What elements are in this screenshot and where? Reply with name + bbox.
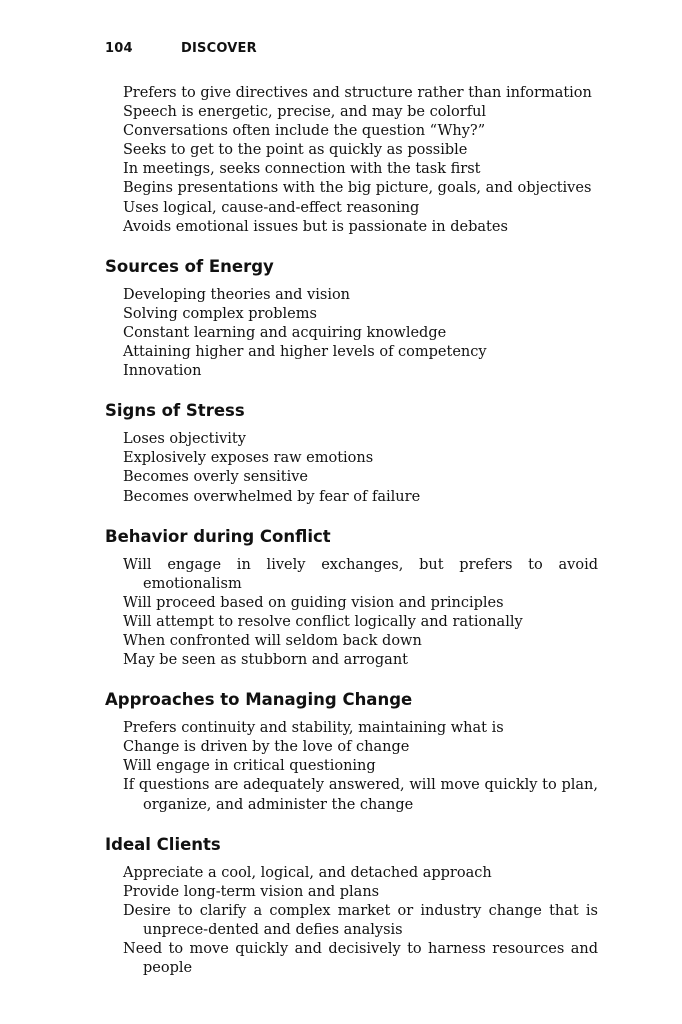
section-sources-of-energy bbox=[0, 256, 682, 381]
list-item: Developing theories and vision bbox=[123, 286, 351, 303]
intro-list bbox=[0, 84, 682, 237]
list-item: Becomes overly sensitive bbox=[123, 469, 309, 486]
list-item: Will engage in lively exchanges, but prefers to avoid emotionalism bbox=[123, 556, 598, 592]
list-item: Constant learning and acquiring knowledge bbox=[123, 324, 447, 341]
section-list bbox=[0, 286, 682, 381]
section-heading: Ideal Clients bbox=[105, 834, 221, 854]
section-signs-of-stress bbox=[0, 400, 682, 506]
list-item: Need to move quickly and decisively to harness resources and people bbox=[123, 941, 598, 977]
list-item: Uses logical, cause-and-effect reasoning bbox=[123, 199, 420, 216]
section-list bbox=[0, 719, 682, 814]
list-item: Appreciate a cool, logical, and detached approach bbox=[123, 864, 492, 881]
page-number: 104 bbox=[105, 41, 133, 56]
list-item: Conversations often include the question “Why?” bbox=[123, 123, 486, 140]
section-approaches-to-managing-change bbox=[0, 689, 682, 814]
list-item: Prefers to give directives and structure rather than information bbox=[123, 85, 592, 101]
section-heading: Approaches to Managing Change bbox=[105, 690, 413, 710]
list-item: Desire to clarify a complex market or industry change that is unprece-dented and defies analysis bbox=[123, 902, 598, 938]
list-item: Avoids emotional issues but is passionate in debates bbox=[123, 218, 508, 235]
list-item: Becomes overwhelmed by fear of failure bbox=[123, 488, 421, 505]
list-item: In meetings, seeks connection with the task first bbox=[123, 161, 481, 178]
list-item: Provide long-term vision and plans bbox=[123, 883, 380, 900]
list-item: Innovation bbox=[123, 363, 202, 380]
section-heading: Behavior during Conflict bbox=[105, 526, 331, 546]
list-item: Seeks to get to the point as quickly as possible bbox=[123, 142, 468, 159]
section-list bbox=[0, 864, 682, 979]
list-item: Change is driven by the love of change bbox=[123, 739, 410, 756]
list-item: Loses objectivity bbox=[123, 431, 246, 448]
list-item: May be seen as stubborn and arrogant bbox=[123, 652, 408, 669]
section-heading: Sources of Energy bbox=[105, 256, 274, 276]
section-ideal-clients bbox=[0, 834, 682, 979]
section-list bbox=[0, 556, 682, 671]
running-header bbox=[105, 41, 257, 56]
section-heading: Signs of Stress bbox=[105, 401, 245, 421]
list-item: If questions are adequately answered, will move quickly to plan, organize, and administer the change bbox=[123, 777, 598, 813]
list-item: Speech is energetic, precise, and may be colorful bbox=[123, 104, 487, 121]
list-item: When confronted will seldom back down bbox=[123, 632, 422, 649]
section-behavior-during-conflict bbox=[0, 526, 682, 671]
list-item: Begins presentations with the big picture, goals, and objectives bbox=[123, 180, 592, 197]
page-content bbox=[0, 84, 682, 978]
list-item: Will proceed based on guiding vision and principles bbox=[123, 594, 504, 611]
list-item: Will attempt to resolve conflict logically and rationally bbox=[123, 613, 523, 630]
list-item: Will engage in critical questioning bbox=[123, 758, 376, 775]
list-item: Solving complex problems bbox=[123, 305, 317, 322]
list-item: Explosively exposes raw emotions bbox=[123, 450, 374, 467]
list-item: Attaining higher and higher levels of competency bbox=[123, 344, 487, 361]
list-item: Prefers continuity and stability, maintaining what is bbox=[123, 720, 504, 737]
section-list bbox=[0, 430, 682, 506]
running-title: DISCOVER bbox=[181, 41, 257, 56]
